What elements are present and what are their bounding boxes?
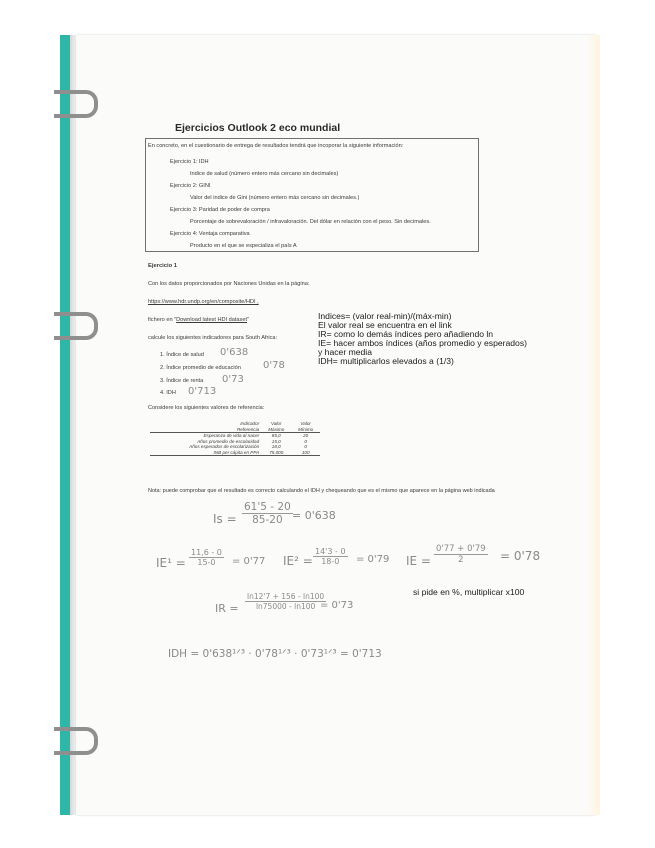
hand-idh-equation: IDH = 0'638¹ᐟ³ · 0'78¹ᐟ³ · 0'73¹ᐟ³ = 0'713 (168, 648, 382, 660)
hand-ie1-fraction: $\frac{11,6 - 0}{15-0}$ (191, 548, 222, 567)
exercise-4-detail: Producto en el que se especializa el país A (190, 243, 297, 249)
binder-spine (60, 35, 70, 815)
section-heading: Ejercicio 1 (148, 263, 178, 269)
calcule-line: calcule los siguientes indicadores para South Africa: (148, 335, 278, 341)
table-header-row (150, 421, 320, 433)
hand-ir-result: = 0'73 (320, 600, 354, 611)
hand-ir-label: IR = (215, 602, 239, 615)
dataset-line (148, 317, 249, 323)
handwritten-answer: 0'638 (220, 347, 249, 358)
exercise-3-label: Ejercicio 3: Paridad de poder de compra (170, 207, 270, 213)
dataset-suffix: " (247, 317, 250, 323)
page-title: Ejercicios Outlook 2 eco mundial (175, 122, 341, 134)
hand-ie-result: = 0'78 (500, 549, 541, 563)
list-item: 2. Índice promedio de educación (160, 365, 241, 371)
binder-ring (54, 312, 98, 340)
binder-ring (54, 727, 98, 755)
source-url-link[interactable]: https://www.hdr.undp.org/en/composite/HDI , (148, 299, 259, 305)
hand-ie2-label: IE² = (283, 554, 313, 568)
notes-line: IR= como lo demás índices pero añadiendo ln (318, 329, 494, 339)
table-row: INB per cápita en PPA 75.000 100 (150, 450, 320, 456)
hand-ie-fraction: $\frac{0'77 + 0'79}{2}$ (436, 544, 486, 565)
handwritten-answer: 0'713 (188, 386, 217, 397)
hand-ir-fraction: $\frac{\ln 12'7 + 156 - \ln 100}{\ln 75000 - \ln 100}$ (247, 592, 325, 611)
list-item: 4. IDH (160, 390, 176, 396)
notes-line: El valor real se encuentra en el link (318, 320, 452, 330)
hand-ie1-result: = 0'77 (232, 556, 266, 567)
table-header-cell: Indicador Referencia (236, 421, 260, 432)
source-intro: Con los datos proporcionados por Naciones Unidas en la página: (148, 281, 310, 287)
table-row: Años esperados de escolarización 18,0 0 (189, 444, 307, 450)
table-header-cell: Valor Mínimo (298, 421, 314, 432)
hand-ie-label: IE = (406, 554, 431, 568)
binder-ring (54, 90, 98, 118)
hand-is-label: Is = (213, 512, 237, 526)
instructions-intro: En concreto, en el cuestionario de entrega de resultados tendrá que incoporar la siguiente información: (148, 143, 404, 149)
notes-line: y hacer media (318, 347, 372, 357)
hand-is-result: = 0'638 (292, 509, 336, 522)
exercise-1-detail: Indice de salud (número entero más cercano sin decimales) (190, 171, 339, 177)
reference-table (150, 421, 320, 456)
table-row: Esperanza de vida al nacer 85,0 20 (203, 433, 309, 438)
list-item: 3. Índice de renta (160, 378, 204, 384)
table-row: Años promedio de escolaridad 15,0 0 (197, 438, 307, 444)
hand-ie1-label: IE¹ = (156, 556, 186, 570)
list-item: 1. Índice de salud (160, 352, 204, 358)
hand-is-fraction: $\frac{61'5 - 20}{85-20}$ (244, 501, 291, 526)
table-header-cell: Valor Máximo (268, 421, 285, 432)
exercise-4-label: Ejercicio 4: Ventaja comparativa (170, 231, 250, 237)
handwritten-answer: 0'78 (263, 360, 285, 371)
percent-note: si pide en %, multiplicar x100 (413, 587, 525, 597)
paper-edge (586, 35, 600, 815)
notes-line: Indices= (valor real-min)/(máx-min) (318, 311, 452, 321)
considere-line: Considere los siguientes valores de referencia: (148, 405, 265, 411)
notes-line: IE= hacer ambos índices (años promedio y esperados) (318, 338, 527, 348)
exercise-3-detail: Porcentaje de sobrevaloración / infravaloración. Del dólar en relación con el peso. Sin decimales. (190, 219, 431, 225)
dataset-link[interactable]: Download latest HDI dataset (176, 317, 248, 323)
notes-line: IDH= multiplicarlos elevados a (1/3) (318, 356, 454, 366)
nota-line: Nota: puede comprobar que el resultado es correcto calculando el IDH y chequeando que es el mismo que aparece en la página web indicada (148, 488, 495, 494)
exercise-1-label: Ejercicio 1: IDH (170, 159, 209, 165)
exercise-2-label: Ejercicio 2: GINI (170, 183, 211, 189)
hand-ie2-fraction: $\frac{14'3 - 0}{18-0}$ (315, 547, 346, 566)
handwritten-answer: 0'73 (222, 374, 244, 385)
dataset-prefix: fichero en " (148, 317, 177, 323)
hand-ie2-result: = 0'79 (356, 554, 390, 565)
exercise-2-detail: Valor del indice de Gini (número entero más cercano sin decimales.) (190, 195, 360, 201)
